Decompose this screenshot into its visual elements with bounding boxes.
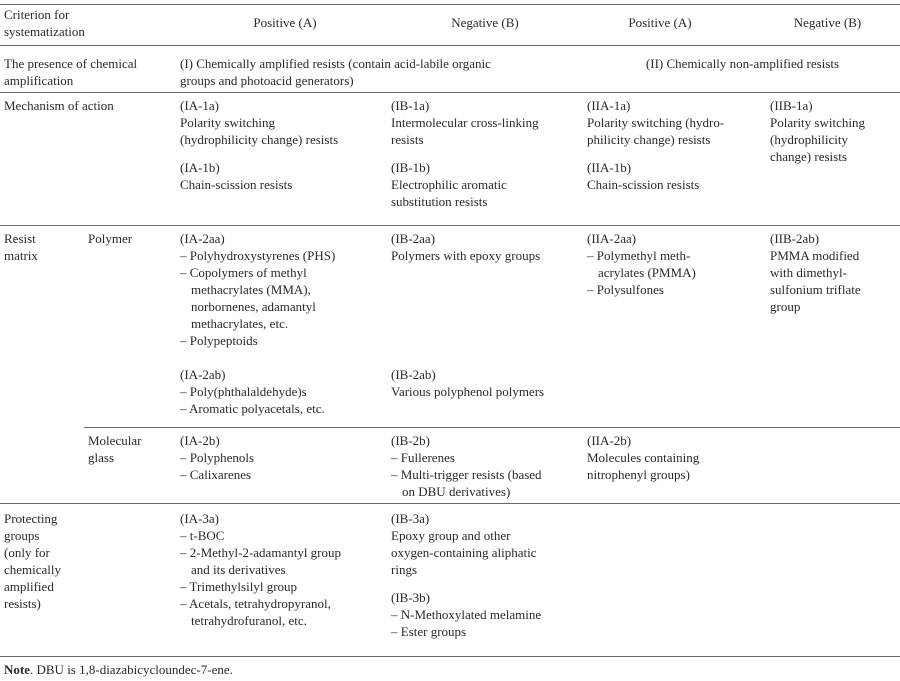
- cell-ib-2a: (IB-2aa) Polymers with epoxy groups (IB-2ab) Various polyphenol polymers: [391, 231, 545, 399]
- header-negative-b-2: Negative (B): [793, 15, 862, 30]
- note-text: . DBU is 1,8-diazabicycloundec-7-ene.: [30, 662, 233, 677]
- label-amplification: The presence of chemical amplification: [4, 56, 138, 88]
- cell-ia-2a: (IA-2aa) – Polyhydroxystyrenes (PHS) – Copolymers of methyl methacrylates (MMA), norbornenes, adamantyl methacrylates, etc. – Polypeptoids (IA-2ab) – Poly(phthalaldehyde)s – Aromatic polyacetals, etc.: [180, 231, 336, 416]
- row-rule-mechanism: [0, 225, 900, 226]
- note-label: Note: [4, 662, 30, 677]
- cell-iia-2b: (IIA-2b) Molecules containing nitrophenyl groups): [587, 433, 700, 482]
- cell-ib-3: (IB-3a) Epoxy group and other oxygen-containing aliphatic rings (IB-3b) – N-Methoxylated melamine – Ester groups: [391, 511, 542, 639]
- table-note: [4, 661, 233, 678]
- header-positive-a-2: Positive (A): [628, 15, 692, 30]
- cell-iib-2a: (IIB-2ab) PMMA modified with dimethyl- sulfonium triflate group: [770, 231, 861, 314]
- header-rule: [0, 45, 900, 46]
- group-non-amplified: (II) Chemically non-amplified resists: [645, 56, 840, 71]
- cell-ib-2b: (IB-2b) – Fullerenes – Multi-trigger resists (based on DBU derivatives): [391, 433, 542, 499]
- cell-ia-1: (IA-1a) Polarity switching (hydrophilicity change) resists (IA-1b) Chain-scission resists: [180, 98, 339, 192]
- header-criterion: Criterion for systematization: [4, 7, 85, 39]
- label-protecting-groups: Protecting groups (only for chemically amplified resists): [4, 511, 62, 611]
- row-rule-amplification: [0, 92, 900, 93]
- sublabel-polymer: Polymer: [88, 231, 133, 246]
- table-top-rule: [0, 4, 900, 5]
- row-rule-polymer: [84, 427, 900, 428]
- cell-iib-1: (IIB-1a) Polarity switching (hydrophilicity change) resists: [770, 98, 865, 164]
- row-rule-molecular: [0, 503, 900, 504]
- label-mechanism: Mechanism of action: [4, 98, 114, 113]
- header-positive-a-1: Positive (A): [253, 15, 317, 30]
- label-resist-matrix: Resist matrix: [4, 231, 38, 263]
- cell-iia-1: (IIA-1a) Polarity switching (hydro- philicity change) resists (IIA-1b) Chain-scission resists: [587, 98, 725, 192]
- cell-iia-2a: (IIA-2aa) – Polymethyl meth- acrylates (PMMA) – Polysulfones: [587, 231, 696, 297]
- sublabel-molecular-glass: Molecular glass: [88, 433, 142, 465]
- header-negative-b-1: Negative (B): [451, 15, 519, 30]
- cell-ia-3: (IA-3a) – t-BOC – 2-Methyl-2-adamantyl group and its derivatives – Trimethylsilyl group – Acetals, tetrahydropyranol, tetrahydrofuranol, etc.: [180, 511, 342, 628]
- cell-ia-2b: (IA-2b) – Polyphenols – Calixarenes: [180, 433, 255, 482]
- group-chemically-amplified: (I) Chemically amplified resists (contain acid-labile organic groups and photoacid generators): [180, 56, 491, 88]
- table-bottom-rule: [0, 656, 900, 657]
- cell-ib-1: (IB-1a) Intermolecular cross-linking resists (IB-1b) Electrophilic aromatic substitution resists: [391, 98, 539, 209]
